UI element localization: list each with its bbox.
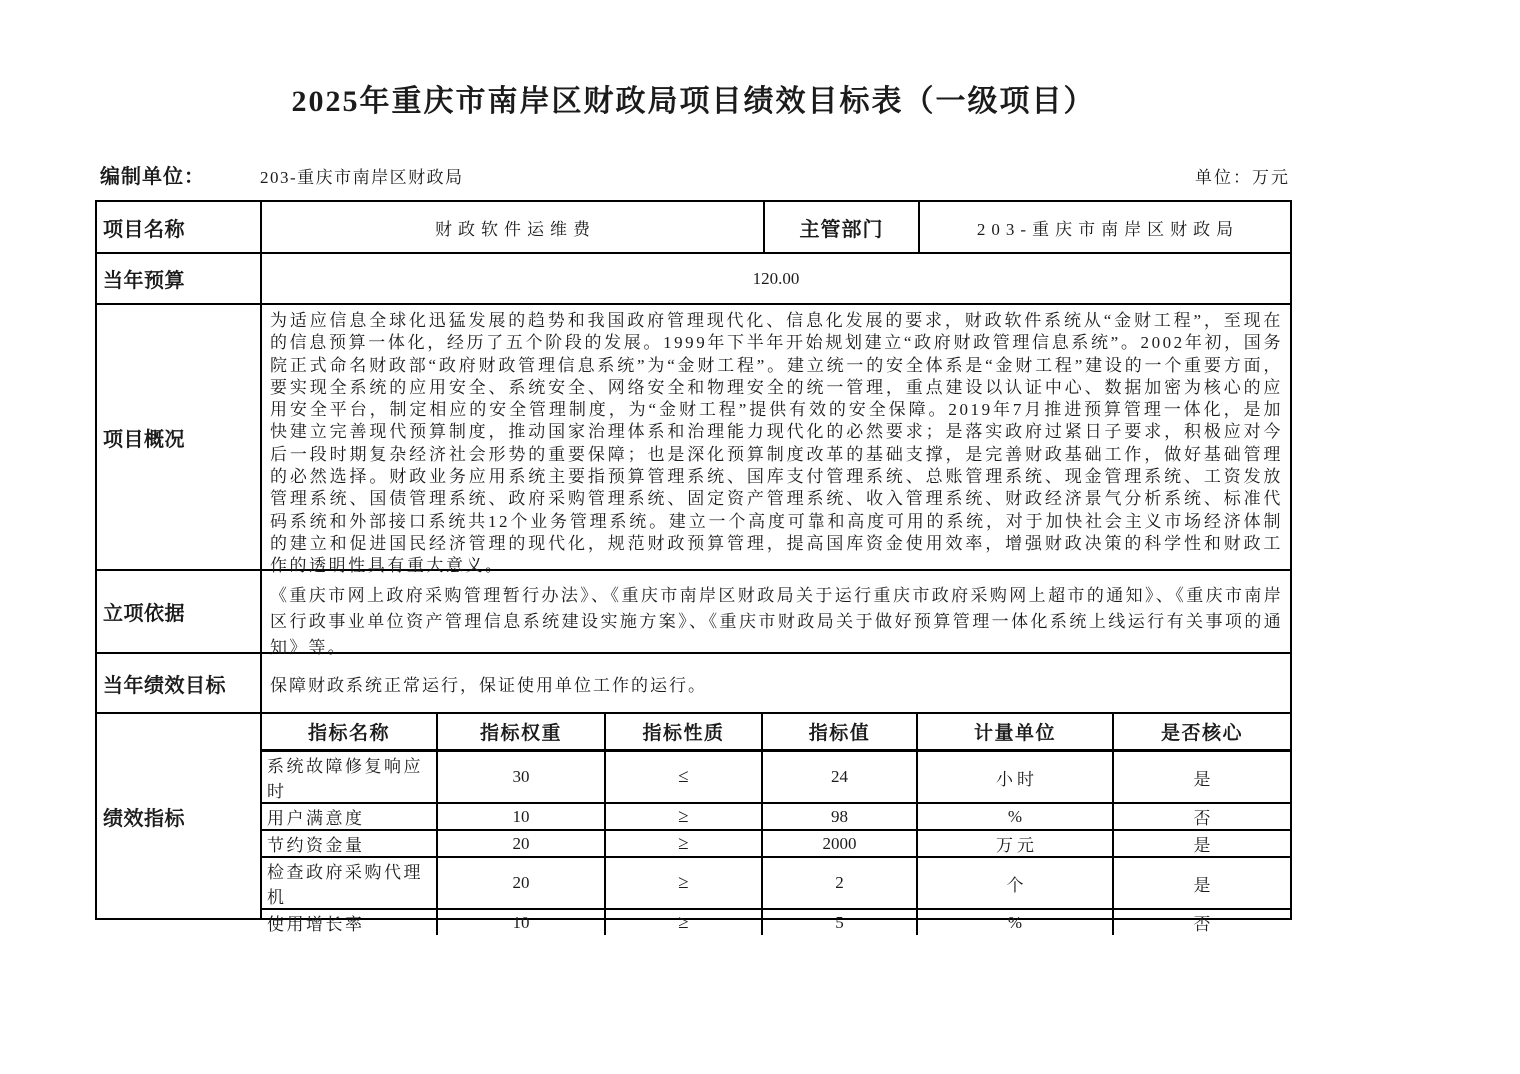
indicator-row [262, 750, 1290, 802]
indicator-weight: 30 [436, 752, 604, 802]
indicator-nature: ≥ [604, 858, 761, 908]
col-header-name: 指标名称 [307, 723, 390, 744]
col-header-nature: 指标性质 [604, 714, 761, 749]
col-header-weight: 指标权重 [436, 714, 604, 749]
goal-text: 保障财政系统正常运行，保证使用单位工作的运行。 [260, 654, 1290, 712]
indicator-name: 系统故障修复响应时 [267, 757, 423, 801]
prepared-by-value: 203-重庆市南岸区财政局 [260, 168, 464, 187]
indicator-core: 是 [1112, 752, 1290, 802]
indicator-row [262, 856, 1290, 908]
basis-text: 《重庆市网上政府采购管理暂行办法》、《重庆市南岸区财政局关于运行重庆市政府采购网上超市的通知》、《重庆市南岸区行政事业单位资产管理信息系统建设实施方案》、《重庆市财政局关于做好预算管理一体化系统上线运行有关事项的通知》等。 [260, 571, 1290, 652]
indicator-value: 98 [761, 804, 916, 829]
indicator-value: 2 [761, 858, 916, 908]
row-basis [97, 569, 1290, 657]
indicator-name: 使用增长率 [267, 915, 365, 934]
indicator-core: 否 [1112, 804, 1290, 829]
indicator-weight: 10 [436, 910, 604, 935]
budget-value: 120.00 [260, 254, 1290, 303]
overview-label: 项目概况 [103, 428, 185, 451]
row-budget [97, 252, 1290, 303]
indicator-row [262, 908, 1290, 935]
indicators-header-row [262, 714, 1290, 750]
row-indicators [97, 712, 1290, 934]
indicator-row [262, 802, 1290, 829]
dept-label: 主管部门 [763, 202, 918, 252]
indicator-unit: % [916, 804, 1112, 829]
indicator-unit: 小时 [916, 752, 1112, 802]
indicator-nature: ≥ [604, 910, 761, 935]
meta-row [95, 160, 1292, 190]
col-header-value: 指标值 [761, 714, 916, 749]
indicator-unit: % [916, 910, 1112, 935]
row-overview [97, 303, 1290, 576]
indicator-value: 24 [761, 752, 916, 802]
indicator-unit: 万元 [916, 831, 1112, 856]
indicators-subtable [260, 714, 1290, 934]
indicator-name: 检查政府采购代理机 [267, 863, 423, 907]
performance-target-table [95, 200, 1292, 934]
indicator-row [262, 829, 1290, 856]
indicator-weight: 10 [436, 804, 604, 829]
indicator-core: 否 [1112, 910, 1290, 935]
indicator-nature: ≤ [604, 752, 761, 802]
document-sheet [95, 0, 1292, 934]
page-title: 2025年重庆市南岸区财政局项目绩效目标表（一级项目） [291, 85, 1096, 118]
unit-note: 单位：万元 [1195, 168, 1290, 187]
indicator-unit: 个 [916, 858, 1112, 908]
indicator-weight: 20 [436, 858, 604, 908]
indicator-nature: ≥ [604, 831, 761, 856]
indicator-name: 用户满意度 [267, 809, 365, 828]
overview-text: 为适应信息全球化迅猛发展的趋势和我国政府管理现代化、信息化发展的要求，财政软件系统从“金财工程”，至现在的信息预算一体化，经历了五个阶段的发展。1999年下半年开始规划建立“政府财政管理信息系统”。2002年初，国务院正式命名财政部“政府财政管理信息系统”为“金财工程”。建立统一的安全体系是“金财工程”建设的一个重要方面，要实现全系统的应用安全、系统安全、网络安全和物理安全的统一管理，重点建设以认证中心、数据加密为核心的应用安全平台，制定相应的安全管理制度，为“金财工程”提供有效的安全保障。2019年7月推进预算管理一体化，是加快建立完善现代预算制度，推动国家治理体系和治理能力现代化的必然要求；是落实政府过紧日子要求，积极应对今后一段时期复杂经济社会形势的重要保障；也是深化预算制度改革的基础支撑，是完善财政基础工作，做好基础管理的必然选择。财政业务应用系统主要指预算管理系统、国库支付管理系统、总账管理系统、现金管理系统、工资发放管理系统、国债管理系统、政府采购管理系统、固定资产管理系统、收入管理系统、财政经济景气分析系统、标准代码系统和外部接口系统共12个业务管理系统。建立一个高度可靠和高度可用的系统，对于加快社会主义市场经济体制的建立和促进国民经济管理的现代化，规范财政预算管理，提高国库资金使用效率，增强财政决策的科学性和财政工作的透明性具有重大意义。 [260, 305, 1290, 569]
row-goal [97, 652, 1290, 712]
project-name-value: 财政软件运维费 [260, 202, 763, 252]
indicator-core: 是 [1112, 831, 1290, 856]
col-header-unit: 计量单位 [916, 714, 1112, 749]
indicator-core: 是 [1112, 858, 1290, 908]
project-name-label: 项目名称 [103, 218, 185, 241]
goal-label: 当年绩效目标 [103, 674, 226, 697]
indicator-nature: ≥ [604, 804, 761, 829]
prepared-by-label: 编制单位： [100, 166, 205, 188]
indicator-weight: 20 [436, 831, 604, 856]
dept-value: 203-重庆市南岸区财政局 [918, 202, 1290, 252]
row-project-name [97, 202, 1290, 252]
basis-label: 立项依据 [103, 603, 185, 625]
indicator-value: 2000 [761, 831, 916, 856]
budget-label: 当年预算 [103, 270, 185, 292]
indicator-name: 节约资金量 [267, 836, 365, 855]
col-header-core: 是否核心 [1112, 714, 1290, 749]
indicators-label: 绩效指标 [103, 807, 185, 830]
indicator-value: 5 [761, 910, 916, 935]
